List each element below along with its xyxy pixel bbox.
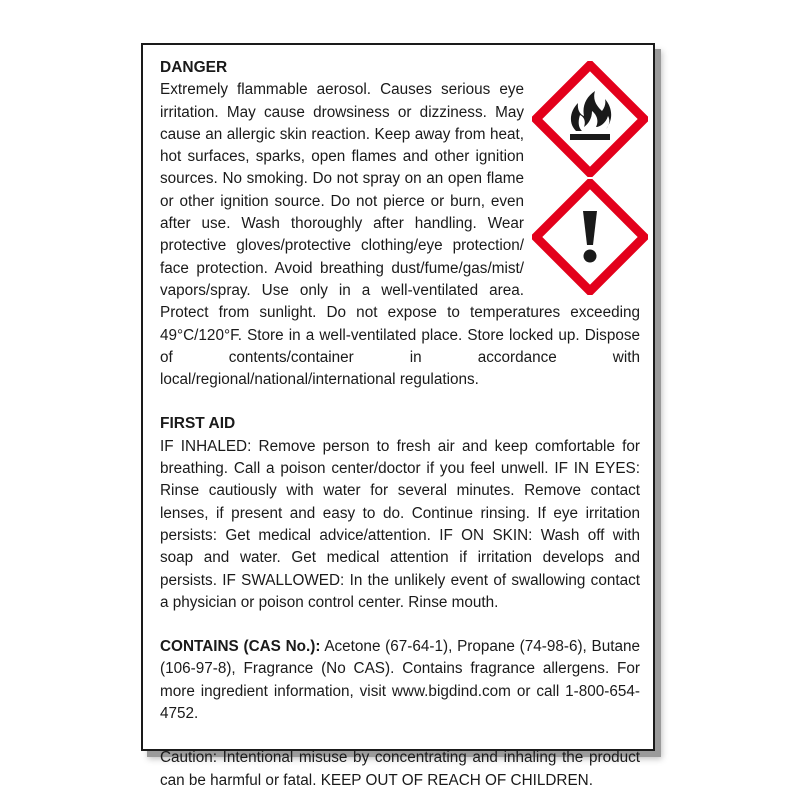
label-content [160,57,640,792]
contains-text: Acetone (67-64-1), Propane (74-98-6), Butane (106-97-8), Fragrance (No CAS). Contains fragrance allergens. For more ingredient information, visit www.bigdind.com or call 1-800-654-4752. [160,638,641,723]
section-spacer [160,391,640,413]
section-spacer [160,614,640,636]
caution-statement: Caution: Intentional misuse by concentrating and inhaling the product can be harmful or fatal. KEEP OUT OF REACH OF CHILDREN. [160,749,640,789]
safety-label-panel [141,43,655,789]
section-spacer [160,725,640,747]
exclamation-pictogram-icon [532,179,648,295]
contains-label: CONTAINS (CAS No.): [160,638,321,656]
first-aid-heading: FIRST AID [160,415,236,433]
contains-statement [160,636,640,725]
flame-pictogram-icon [532,61,648,177]
danger-statement: Extremely flammable aerosol. Causes serious eye irritation. May cause drowsiness or dizziness. May cause an allergic skin reaction. Keep away from heat, hot surfaces, sparks, open flames and other ignition sources. No smoking. Do not spray on an open flame or other ignition source. Do not pierce or burn, even after use. Wash thoroughly after handling. Wear protective gloves/protective clothing/eye protection/ face protection. Avoid breathing dust/fume/gas/mist/ vapors/spray. Use only in a well-ventilated area. Protect from sunlight. Do not expose to temperatures exceeding 49°C/120°F. Store in a well-ventilated place. Store locked up. Dispose of contents/container in accordance with local/regional/national/international regulations. [160,81,640,389]
danger-heading: DANGER [160,59,228,76]
first-aid-statement: IF INHALED: Remove person to fresh air and keep comfortable for breathing. Call a poison center/doctor if you feel unwell. IF IN EYES: Rinse cautiously with water for several minutes. Remove contact lenses, if present and easy to do. Continue rinsing. If eye irritation persists: Get medical advice/attention. IF ON SKIN: Wash off with soap and water. Get medical attention if irritation develops and persists. IF SWALLOWED: In the unlikely event of swallowing contact a physician or poison control center. Rinse mouth. [160,437,640,611]
ghs-pictograms [532,61,648,295]
